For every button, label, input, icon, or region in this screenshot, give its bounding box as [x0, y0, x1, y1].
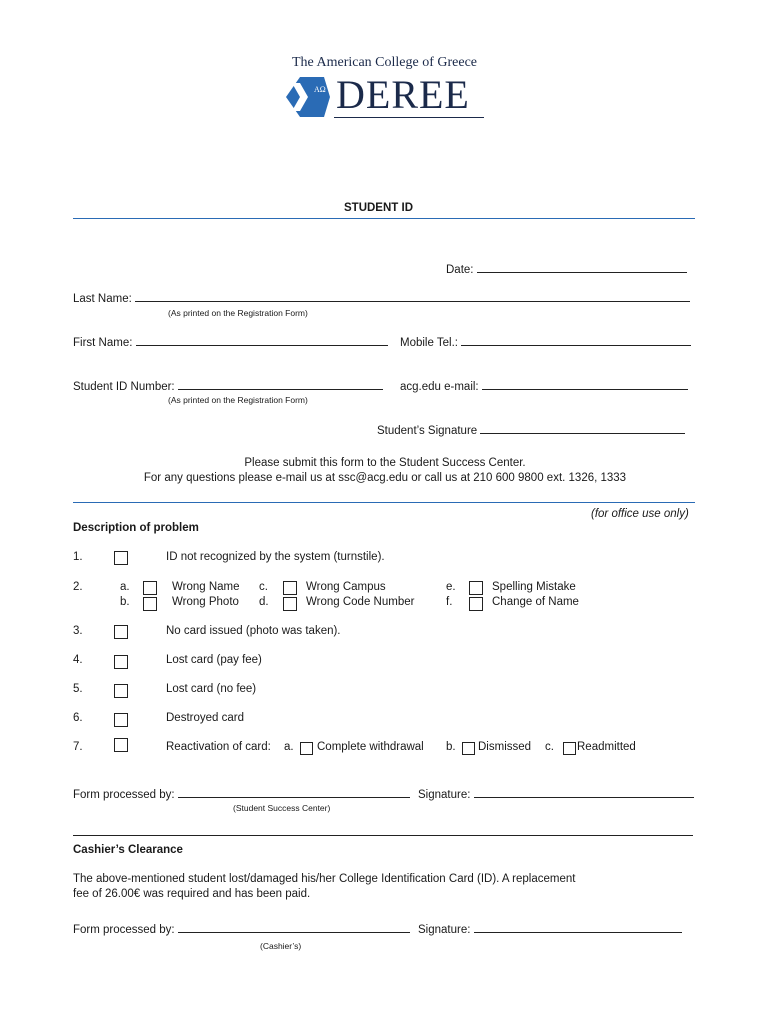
- problem-2f-text: Change of Name: [492, 596, 579, 608]
- problem-4-checkbox[interactable]: [114, 655, 128, 669]
- problem-2b-checkbox[interactable]: [143, 597, 157, 611]
- problem-2b-text: Wrong Photo: [172, 596, 239, 608]
- student-signature-label: Student’s Signature: [377, 425, 478, 437]
- problem-2c-text: Wrong Campus: [306, 581, 386, 593]
- problem-2e-checkbox[interactable]: [469, 581, 483, 595]
- cashier-signature-line[interactable]: [474, 921, 682, 933]
- ssc-signature-field[interactable]: [418, 786, 694, 801]
- cashier-processed-by-label: Form processed by:: [73, 924, 175, 936]
- problem-2b-letter: b.: [120, 596, 130, 608]
- problem-7b-text: Dismissed: [478, 741, 532, 753]
- problem-2e-text: Spelling Mistake: [492, 581, 576, 593]
- problem-1-checkbox[interactable]: [114, 551, 128, 565]
- problem-2a-checkbox[interactable]: [143, 581, 157, 595]
- date-field[interactable]: [446, 261, 687, 276]
- problem-7-number: 7.: [73, 741, 83, 753]
- date-label: Date:: [446, 264, 474, 276]
- problem-6-text: Destroyed card: [166, 712, 244, 724]
- problem-3-text: No card issued (photo was taken).: [166, 625, 341, 637]
- mobile-label: Mobile Tel.:: [400, 337, 458, 349]
- problem-7a-checkbox[interactable]: [300, 742, 313, 755]
- deree-emblem-icon: [284, 75, 332, 119]
- problem-2-number: 2.: [73, 581, 83, 593]
- problem-2d-text: Wrong Code Number: [306, 596, 415, 608]
- ssc-signature-line[interactable]: [474, 786, 694, 798]
- ssc-processed-note: (Student Success Center): [233, 803, 331, 813]
- last-name-input-line[interactable]: [135, 290, 690, 302]
- problem-7a-letter: a.: [284, 741, 294, 753]
- instructions-line-2: For any questions please e-mail us at ssc@acg.edu or call us at 210 600 9800 ext. 1326, 1333: [143, 472, 627, 484]
- problem-7a-text: Complete withdrawal: [317, 741, 424, 753]
- last-name-label: Last Name:: [73, 293, 132, 305]
- problem-2d-letter: d.: [259, 596, 269, 608]
- student-signature-line[interactable]: [480, 422, 685, 434]
- cashier-processed-by-line[interactable]: [178, 921, 410, 933]
- date-input-line[interactable]: [477, 261, 687, 273]
- student-id-label: Student ID Number:: [73, 381, 175, 393]
- student-id-input-line[interactable]: [178, 378, 383, 390]
- email-input-line[interactable]: [482, 378, 688, 390]
- logo-underline: [334, 117, 484, 118]
- cashier-signature-field[interactable]: [418, 921, 682, 936]
- problem-7c-letter: c.: [545, 741, 554, 753]
- ssc-processed-by-label: Form processed by:: [73, 789, 175, 801]
- cashier-signature-label: Signature:: [418, 924, 471, 936]
- problem-7b-letter: b.: [446, 741, 456, 753]
- student-signature-field[interactable]: [377, 422, 685, 437]
- problem-7c-text: Readmitted: [577, 741, 636, 753]
- emblem-glyphs: AΩ: [314, 85, 326, 94]
- problem-6-number: 6.: [73, 712, 83, 724]
- email-label: acg.edu e-mail:: [400, 381, 479, 393]
- problem-2a-text: Wrong Name: [172, 581, 240, 593]
- problem-1-text: ID not recognized by the system (turnstile).: [166, 551, 385, 563]
- student-id-field[interactable]: [73, 378, 383, 393]
- last-name-field[interactable]: [73, 290, 690, 305]
- ssc-processed-by-line[interactable]: [178, 786, 410, 798]
- ssc-processed-by-field[interactable]: [73, 786, 410, 801]
- logo-wordmark: DEREE: [336, 72, 470, 117]
- office-use-note: (for office use only): [591, 508, 689, 520]
- cashier-note: (Cashier’s): [260, 941, 302, 951]
- problem-3-number: 3.: [73, 625, 83, 637]
- student-id-note: (As printed on the Registration Form): [168, 395, 308, 405]
- problem-7c-checkbox[interactable]: [563, 742, 576, 755]
- problem-2e-letter: e.: [446, 581, 456, 593]
- problem-3-checkbox[interactable]: [114, 625, 128, 639]
- cashier-text-line-1: The above-mentioned student lost/damaged his/her College Identification Card (ID). A replacement: [73, 873, 576, 885]
- cashier-separator: [73, 835, 693, 836]
- cashier-text-line-2: fee of 26.00€ was required and has been paid.: [73, 888, 311, 900]
- mobile-input-line[interactable]: [461, 334, 691, 346]
- cashier-processed-by-field[interactable]: [73, 921, 410, 936]
- mobile-field[interactable]: [400, 334, 691, 349]
- title-divider: [73, 218, 695, 219]
- cashier-heading: Cashier’s Clearance: [73, 844, 183, 856]
- problem-2d-checkbox[interactable]: [283, 597, 297, 611]
- problem-4-number: 4.: [73, 654, 83, 666]
- email-field[interactable]: [400, 378, 688, 393]
- problem-2f-letter: f.: [446, 596, 453, 608]
- description-heading: Description of problem: [73, 522, 199, 534]
- first-name-input-line[interactable]: [136, 334, 388, 346]
- problem-2c-letter: c.: [259, 581, 268, 593]
- problem-6-checkbox[interactable]: [114, 713, 128, 727]
- college-logo: [284, 55, 489, 123]
- problem-2a-letter: a.: [120, 581, 130, 593]
- problem-7b-checkbox[interactable]: [462, 742, 475, 755]
- problem-2c-checkbox[interactable]: [283, 581, 297, 595]
- problem-1-number: 1.: [73, 551, 83, 563]
- problem-5-number: 5.: [73, 683, 83, 695]
- problem-7-checkbox[interactable]: [114, 738, 128, 752]
- first-name-field[interactable]: [73, 334, 388, 349]
- college-name: The American College of Greece: [292, 55, 478, 70]
- problem-2f-checkbox[interactable]: [469, 597, 483, 611]
- last-name-note: (As printed on the Registration Form): [168, 308, 308, 318]
- problem-5-checkbox[interactable]: [114, 684, 128, 698]
- form-title: STUDENT ID: [344, 202, 413, 214]
- problem-7-text: Reactivation of card:: [166, 741, 271, 753]
- problem-4-text: Lost card (pay fee): [166, 654, 262, 666]
- ssc-signature-label: Signature:: [418, 789, 471, 801]
- first-name-label: First Name:: [73, 337, 133, 349]
- office-divider: [73, 502, 695, 503]
- instructions-line-1: Please submit this form to the Student Success Center.: [244, 457, 526, 469]
- problem-5-text: Lost card (no fee): [166, 683, 257, 695]
